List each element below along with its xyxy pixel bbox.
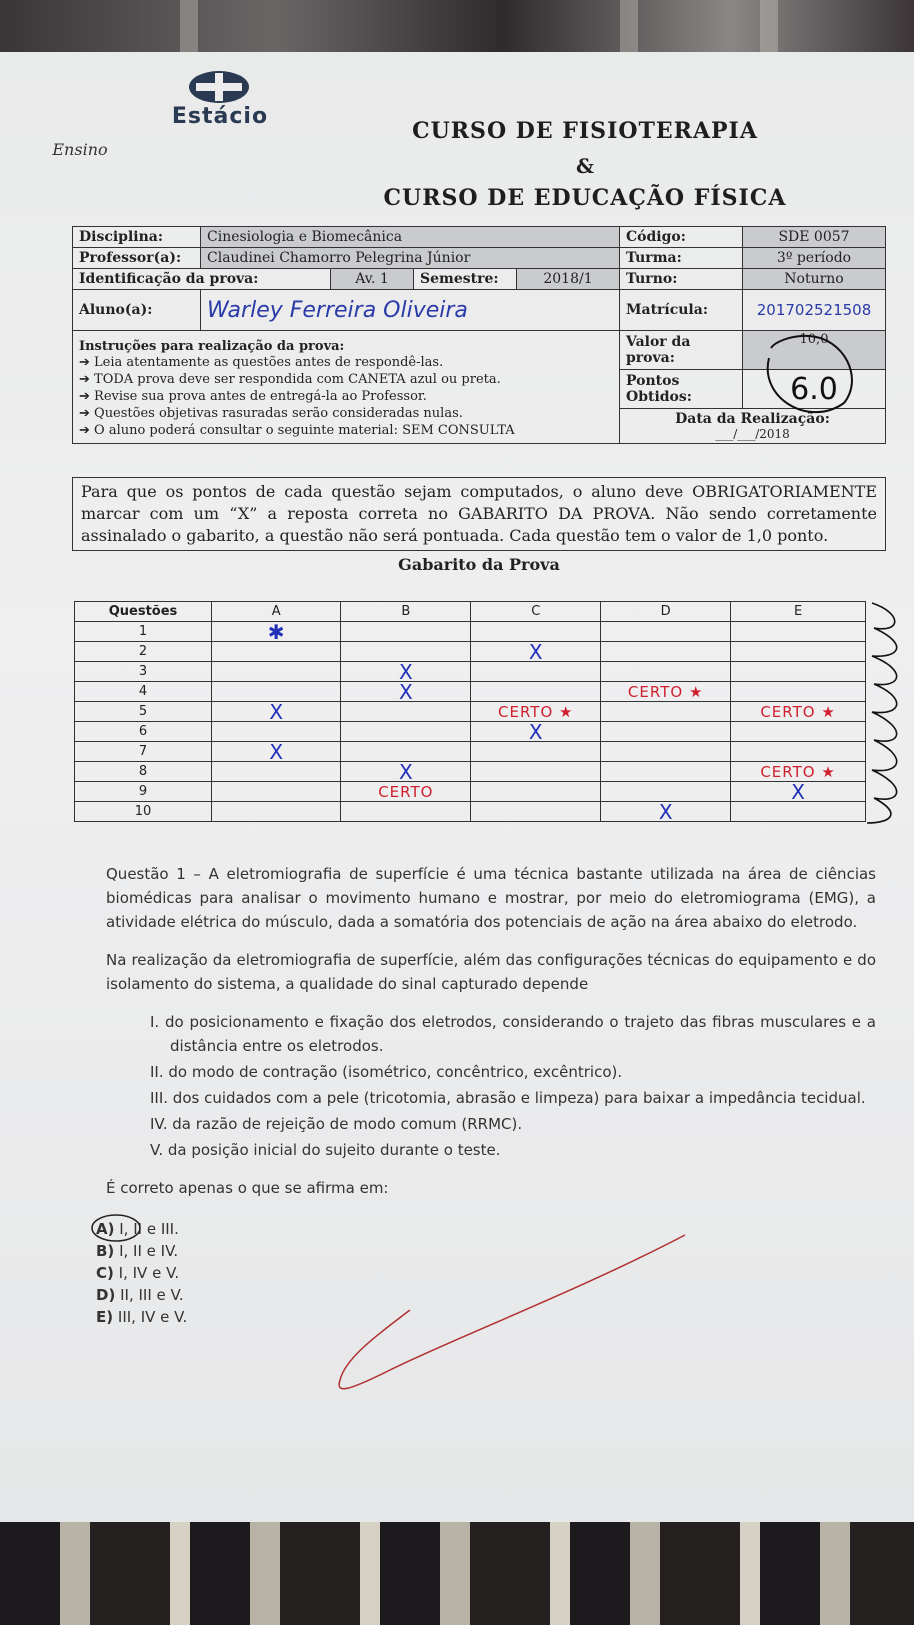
logo-cross-icon: [188, 70, 250, 104]
margin-scribble: [862, 598, 912, 828]
answer-cell[interactable]: [731, 622, 866, 642]
grid-row: [75, 722, 866, 742]
answer-cell[interactable]: [212, 642, 341, 662]
professor-label: Professor(a):: [73, 248, 201, 269]
data-label: Data da Realização:: [675, 411, 830, 427]
answer-cell[interactable]: [731, 662, 866, 682]
arrow-icon: ➔: [79, 406, 95, 421]
answer-cell[interactable]: [601, 702, 731, 722]
question-number: 6: [75, 722, 212, 742]
score-circle: [749, 318, 859, 428]
identificacao-value: Av. 1: [331, 269, 414, 290]
professor-value: Claudinei Chamorro Pelegrina Júnior: [201, 248, 620, 269]
answer-cell[interactable]: [601, 722, 731, 742]
grid-header-a: A: [212, 602, 341, 622]
logo-name: Estácio: [171, 104, 269, 129]
answer-cell[interactable]: [471, 622, 601, 642]
arrow-icon: ➔: [79, 423, 95, 438]
grid-row: [75, 682, 866, 702]
grid-header-e: E: [731, 602, 866, 622]
option-c[interactable]: C) I, IV e V.: [96, 1264, 180, 1282]
turma-label: Turma:: [620, 248, 743, 269]
question-number: 9: [75, 782, 212, 802]
answer-cell[interactable]: [731, 642, 866, 662]
matricula-value: 201702521508: [743, 290, 886, 331]
course-title-2: CURSO DE EDUCAÇÃO FÍSICA: [383, 185, 787, 211]
answer-cell[interactable]: [601, 762, 731, 782]
grid-header-questoes: Questões: [75, 602, 212, 622]
answer-cell[interactable]: [601, 622, 731, 642]
background-bottom: [0, 1515, 914, 1625]
logo-sub: Ensino: [52, 140, 108, 159]
grid-row: [75, 782, 866, 802]
answer-cell[interactable]: [471, 742, 601, 762]
question-number: 5: [75, 702, 212, 722]
answer-cell[interactable]: CERTO ★: [731, 762, 866, 782]
answer-cell[interactable]: [601, 742, 731, 762]
answer-cell[interactable]: X: [212, 742, 341, 762]
answer-cell[interactable]: X: [341, 682, 471, 702]
answer-cell[interactable]: X: [471, 642, 601, 662]
answer-grid: [74, 601, 866, 822]
course-ampersand: &: [575, 154, 595, 178]
aluno-label: Aluno(a):: [73, 290, 201, 331]
grid-header-d: D: [601, 602, 731, 622]
answer-cell[interactable]: [341, 642, 471, 662]
answer-cell[interactable]: [341, 722, 471, 742]
answer-cell[interactable]: ✱: [212, 622, 341, 642]
answer-cell[interactable]: [601, 642, 731, 662]
valor-label: Valor da prova:: [620, 331, 743, 370]
option-d[interactable]: D) II, III e V.: [96, 1286, 184, 1304]
statement-item: III. dos cuidados com a pele (tricotomia, abrasão e limpeza) para baixar a impedância tecidual.: [150, 1089, 866, 1107]
answer-cell[interactable]: [471, 802, 601, 822]
question-prompt: É correto apenas o que se afirma em:: [106, 1179, 389, 1197]
answer-cell[interactable]: [731, 742, 866, 762]
answer-cell[interactable]: X: [471, 722, 601, 742]
question-intro: Questão 1 – A eletromiografia de superfície é uma técnica bastante utilizada na área de ciências biomédicas para analisar o movimento humano e mostrar, por meio do eletromiograma (EMG), a atividade elétrica do músculo, dada a somatória dos potenciais de ação na área abaixo do eletrodo.: [106, 865, 876, 931]
question-stem: Na realização da eletromiografia de superfície, além das configurações técnicas do equipamento e do isolamento do sistema, a qualidade do sinal capturado depende: [106, 951, 876, 993]
pontos-label: Pontos Obtidos:: [620, 370, 743, 409]
exam-header-table: [72, 226, 886, 444]
answer-cell[interactable]: [471, 762, 601, 782]
answer-cell[interactable]: X: [341, 762, 471, 782]
grid-row: [75, 642, 866, 662]
instructions-box: [73, 331, 620, 444]
grid-header-b: B: [341, 602, 471, 622]
answer-cell[interactable]: CERTO ★: [731, 702, 866, 722]
question-number: 1: [75, 622, 212, 642]
answer-cell[interactable]: [341, 742, 471, 762]
red-check-stroke: [330, 1230, 690, 1400]
answer-cell[interactable]: [471, 662, 601, 682]
question-number: 7: [75, 742, 212, 762]
question-number: 3: [75, 662, 212, 682]
option-b[interactable]: B) I, II e IV.: [96, 1242, 179, 1260]
question-number: 2: [75, 642, 212, 662]
answer-cell[interactable]: [212, 662, 341, 682]
answer-cell[interactable]: [341, 702, 471, 722]
instructions-title: Instruções para realização da prova:: [79, 339, 345, 354]
pontos-value: 6.0: [790, 371, 838, 407]
arrow-icon: ➔: [79, 355, 95, 370]
question-number: 4: [75, 682, 212, 702]
semestre-value: 2018/1: [517, 269, 620, 290]
identificacao-label: Identificação da prova:: [73, 269, 331, 290]
statement-item: I. do posicionamento e fixação dos eletrodos, considerando o trajeto das fibras musculares e a distância entre os eletrodos.: [150, 1013, 876, 1055]
answer-cell[interactable]: [212, 782, 341, 802]
turma-value: 3º período: [743, 248, 886, 269]
codigo-value: SDE 0057: [743, 227, 886, 248]
answer-cell[interactable]: [471, 682, 601, 702]
answer-cell[interactable]: CERTO ★: [601, 682, 731, 702]
answer-cell[interactable]: [731, 802, 866, 822]
turno-value: Noturno: [743, 269, 886, 290]
statement-item: V. da posição inicial do sujeito durante o teste.: [150, 1141, 501, 1159]
matricula-label: Matrícula:: [620, 290, 743, 331]
statement-item: II. do modo de contração (isométrico, concêntrico, excêntrico).: [150, 1063, 623, 1081]
answer-cell[interactable]: X: [341, 662, 471, 682]
answer-cell[interactable]: [601, 662, 731, 682]
answer-cell[interactable]: [341, 802, 471, 822]
arrow-icon: ➔: [79, 372, 95, 387]
instruction-item: ➔ Revise sua prova antes de entregá-la ao Professor.: [79, 389, 427, 404]
answer-cell[interactable]: X: [212, 702, 341, 722]
answer-sheet-notice: Para que os pontos de cada questão sejam computados, o aluno deve OBRIGATORIAMENTE marcar com um “X” a reposta correta no GABARITO DA PROVA. Não sendo corretamente assinalado o gabarito, a questão não será pontuada. Cada questão tem o valor de 1,0 ponto.: [72, 477, 886, 551]
grid-row: [75, 622, 866, 642]
grid-row: [75, 742, 866, 762]
turno-label: Turno:: [620, 269, 743, 290]
answer-cell[interactable]: [212, 722, 341, 742]
disciplina-label: Disciplina:: [73, 227, 201, 248]
instruction-item: ➔ O aluno poderá consultar o seguinte material: SEM CONSULTA: [79, 423, 515, 438]
grid-row: [75, 802, 866, 822]
arrow-icon: ➔: [79, 389, 95, 404]
answer-cell[interactable]: [212, 682, 341, 702]
answer-cell[interactable]: CERTO ★: [471, 702, 601, 722]
option-e[interactable]: E) III, IV e V.: [96, 1308, 188, 1326]
grid-row: [75, 702, 866, 722]
data-value: ___/___/2018: [715, 427, 790, 441]
codigo-label: Código:: [620, 227, 743, 248]
question-number: 10: [75, 802, 212, 822]
statement-item: IV. da razão de rejeição de modo comum (RRMC).: [150, 1115, 523, 1133]
question-number: 8: [75, 762, 212, 782]
answer-cell[interactable]: [731, 722, 866, 742]
answer-cell[interactable]: [471, 782, 601, 802]
valor-value: 10,0: [743, 331, 886, 370]
disciplina-value: Cinesiologia e Biomecânica: [201, 227, 620, 248]
grid-header-c: C: [471, 602, 601, 622]
answer-cell[interactable]: [341, 622, 471, 642]
answer-cell[interactable]: X: [731, 782, 866, 802]
answer-cell[interactable]: [212, 762, 341, 782]
answer-cell[interactable]: [212, 802, 341, 822]
background-top: [0, 0, 914, 60]
answer-cell[interactable]: X: [601, 802, 731, 822]
grid-row: [75, 762, 866, 782]
statement-list: [150, 1010, 876, 1162]
instruction-item: ➔ Leia atentamente as questões antes de respondê-las.: [79, 355, 444, 370]
pontos-cell: [743, 370, 886, 409]
answer-cell[interactable]: CERTO: [341, 782, 471, 802]
gabarito-title: Gabarito da Prova: [398, 555, 560, 574]
instruction-item: ➔ Questões objetivas rasuradas serão consideradas nulas.: [79, 406, 463, 421]
option-a[interactable]: A) I, II e III.: [96, 1218, 876, 1240]
answer-cell[interactable]: [601, 782, 731, 802]
grid-row: [75, 662, 866, 682]
instruction-item: ➔ TODA prova deve ser respondida com CANETA azul ou preta.: [79, 372, 501, 387]
semestre-label: Semestre:: [414, 269, 517, 290]
course-title-1: CURSO DE FISIOTERAPIA: [412, 118, 758, 144]
answer-cell[interactable]: [731, 682, 866, 702]
answer-circle: [90, 1212, 150, 1244]
aluno-value: Warley Ferreira Oliveira: [201, 290, 620, 331]
